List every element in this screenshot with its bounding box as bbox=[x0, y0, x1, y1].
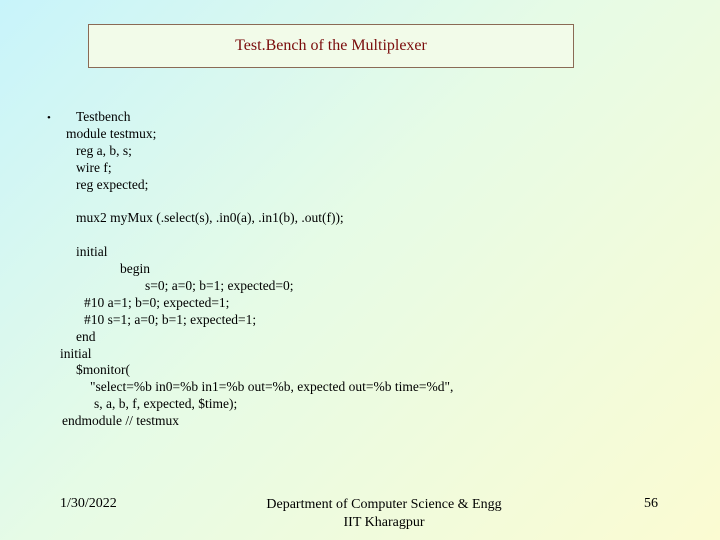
code-line: "select=%b in0=%b in1=%b out=%b, expected out=%b time=%d", bbox=[90, 379, 454, 394]
code-line: s, a, b, f, expected, $time); bbox=[94, 396, 238, 411]
code-line: initial bbox=[60, 346, 92, 361]
code-line: mux2 myMux (.select(s), .in0(a), .in1(b), .out(f)); bbox=[76, 210, 344, 225]
code-line: #10 a=1; b=0; expected=1; bbox=[84, 295, 230, 310]
code-line: module testmux; bbox=[66, 126, 157, 141]
code-line: reg a, b, s; bbox=[76, 143, 132, 158]
slide-title-box bbox=[88, 24, 574, 68]
footer-department bbox=[240, 496, 528, 532]
code-line: $monitor( bbox=[76, 362, 130, 377]
footer-department-line2: IIT Kharagpur bbox=[343, 515, 425, 530]
footer-department-line1: Department of Computer Science & Engg bbox=[266, 497, 502, 512]
footer-date: 1/30/2022 bbox=[60, 496, 117, 511]
code-line: #10 s=1; a=0; b=1; expected=1; bbox=[84, 312, 257, 327]
code-line: s=0; a=0; b=1; expected=0; bbox=[145, 278, 294, 293]
code-line: reg expected; bbox=[76, 177, 149, 192]
footer-page-number: 56 bbox=[644, 496, 658, 511]
code-line: initial bbox=[76, 244, 108, 259]
code-line: endmodule // testmux bbox=[62, 413, 179, 428]
bullet-icon: • bbox=[47, 112, 51, 124]
slide-title: Test.Bench of the Multiplexer bbox=[235, 37, 427, 54]
code-line: Testbench bbox=[76, 109, 131, 124]
code-line: begin bbox=[120, 261, 150, 276]
code-line: end bbox=[76, 329, 96, 344]
code-line: wire f; bbox=[76, 160, 112, 175]
